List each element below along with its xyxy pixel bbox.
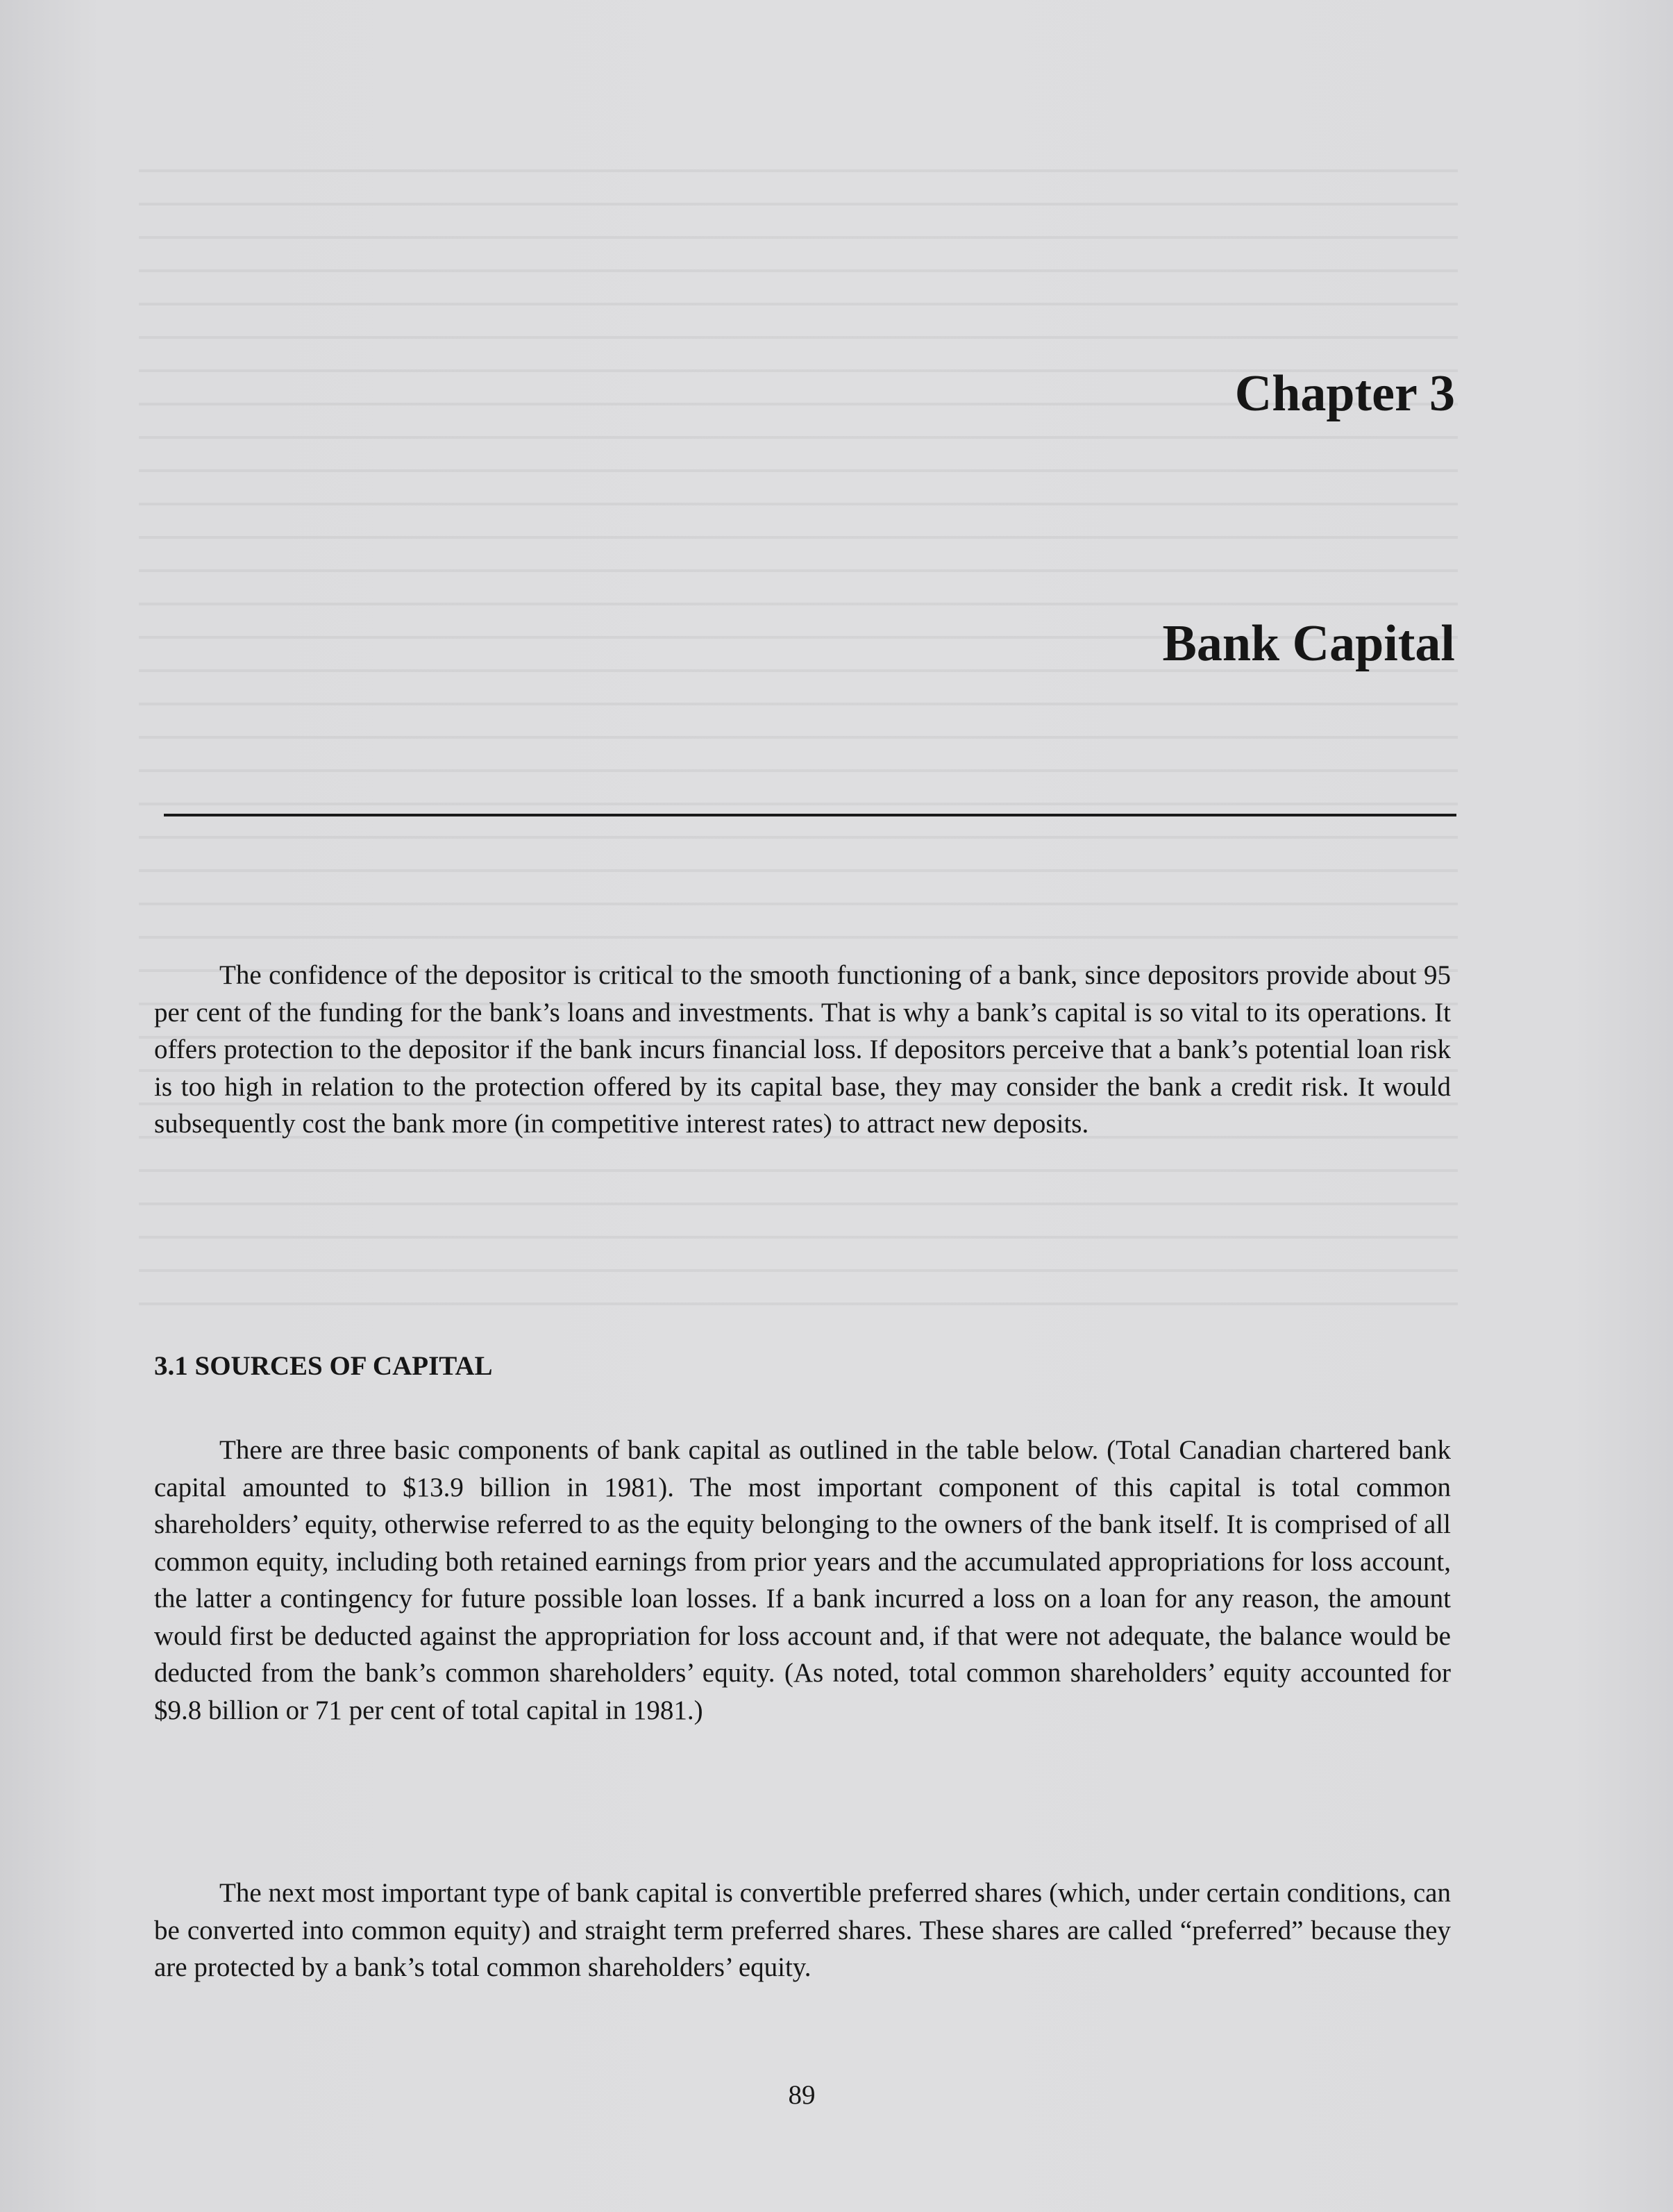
chapter-label: Chapter 3 <box>1234 365 1455 422</box>
chapter-divider <box>164 814 1456 816</box>
page-number: 89 <box>788 2080 816 2110</box>
section-paragraph: There are three basic components of bank capital as outlined in the table below. (Total Canadian chartered bank capital amounted to $13.9 billion in 1981). The most important component of this capital is total common shareholders’ equity, otherwise referred to as the equity belonging to the owners of the bank itself. It is comprised of all common equity, including both retained earnings from prior years and the accumulated appropriations for loss account, the latter a contingency for future possible loan losses. If a bank incurred a loss on a loan for any reason, the amount would first be deducted against the appropriation for loss account and, if that were not adequate, the balance would be deducted from the bank’s common shareholders’ equity. (As noted, total common shareholders’ equity accounted for $9.8 billion or 71 per cent of total capital in 1981.) <box>154 1435 1451 1725</box>
section-paragraph: The next most important type of bank capital is convertible preferred shares (which, under certain conditions, can be converted into common equity) and straight term preferred shares. These shares are called “preferred” because they are protected by a bank’s total common shareholders’ equity. <box>154 1878 1451 1982</box>
section-heading: 3.1 SOURCES OF CAPITAL <box>154 1351 493 1381</box>
chapter-title: Bank Capital <box>1162 615 1455 672</box>
intro-paragraph: The confidence of the depositor is critical to the smooth functioning of a bank, since depositors provide about 95 per cent of the funding for the bank’s loans and investments. That is why a bank’s capital is so vital to its operations. It offers protection to the depositor if the bank incurs financial loss. If depositors perceive that a bank’s potential loan risk is too high in relation to the protection offered by its capital base, they may consider the bank a credit risk. It would subsequently cost the bank more (in competitive interest rates) to attract new deposits. <box>154 960 1451 1139</box>
